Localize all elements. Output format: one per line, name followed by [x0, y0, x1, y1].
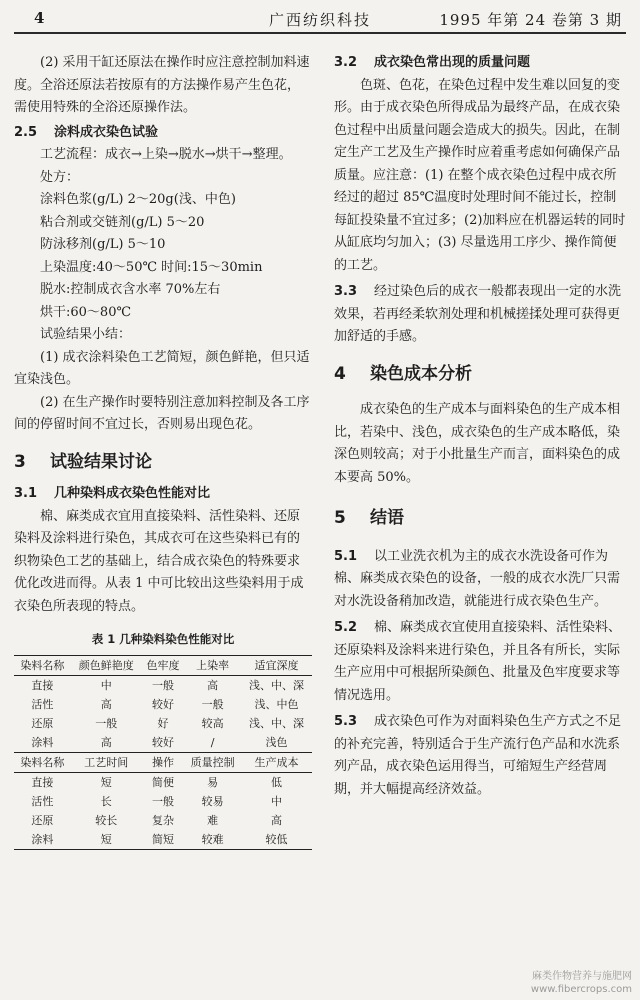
section-number: 3.3: [334, 284, 358, 299]
summary-label: 试验结果小结：: [40, 327, 132, 342]
result-2: (2) 在生产操作时要特别注意加料控制及各工序间的停留时间不宜过长，否则易出现色花。: [14, 394, 310, 432]
section-3-2-heading: [334, 52, 626, 75]
table-cell: 复杂: [151, 813, 174, 827]
paragraph-3-3-block: [334, 281, 626, 349]
column-header: 生产成本: [241, 752, 312, 772]
table-cell: 浅、中、深: [249, 716, 304, 730]
section-number: 3.2: [334, 55, 358, 70]
section-number: 4: [334, 363, 346, 384]
recipe-line: 防泳移剂(g/L) 5～10: [40, 237, 166, 252]
column-header: 质量控制: [184, 752, 241, 772]
section-number: 5.2: [334, 620, 358, 635]
right-column: [334, 34, 626, 801]
table-row: [14, 714, 312, 733]
table-cell: 较长: [95, 813, 118, 827]
table-cell: 难: [207, 813, 219, 827]
column-header: 颜色鲜艳度: [71, 655, 142, 675]
process-flow: 工艺流程：成衣→上染→脱水→烘干→整理。: [40, 147, 292, 162]
column-header: 染料名称: [14, 752, 71, 772]
paragraph-5-2-block: [334, 617, 626, 707]
table-cell: 短: [100, 775, 112, 789]
table-cell: 还原: [31, 813, 54, 827]
section-number: 5.3: [334, 714, 358, 729]
table-cell: 高: [100, 735, 112, 749]
table-cell: 高: [207, 678, 219, 692]
watermark-url: www.fibercrops.com: [530, 984, 632, 995]
table-cell: 活性: [31, 794, 54, 808]
column-header: 工艺时间: [71, 752, 142, 772]
table-cell: 浅、中色: [254, 697, 299, 711]
table-cell: 还原: [31, 716, 54, 730]
table-cell: 较好: [151, 735, 174, 749]
section-title: 涂料成衣染色试验: [54, 124, 159, 140]
recipe-line: 烘干:60～80℃: [40, 304, 132, 320]
recipe-label: 处方：: [40, 169, 80, 185]
table-cell: 涂料: [14, 830, 71, 850]
paragraph-5-1: 以工业洗衣机为主的成衣水洗设备可作为棉、麻类成衣染色的设备，一般的成衣水洗厂只需对水洗设备稍加改造，就能进行成衣染色生产。: [334, 548, 621, 609]
table-cell: 高: [100, 697, 112, 711]
column-header: 染料名称: [14, 655, 71, 675]
paragraph-3-1: 棉、麻类成衣宜用直接染料、活性染料、还原染料及涂料进行染色，其成衣可在这些染料已有的织物染色工艺的基础上，结合成衣染色的特殊要求优化改进而得。从表 1 中可比较出这些染料用于成衣染色所表现的特点。: [14, 508, 304, 614]
left-column: [14, 34, 312, 850]
recipe-line: 涂料色浆(g/L) 2～20g(浅、中色): [40, 192, 236, 207]
column-header: 上染率: [184, 655, 241, 675]
table-cell: 一般: [151, 794, 174, 808]
column-header: 操作: [142, 752, 185, 772]
table-cell: 中: [100, 678, 112, 692]
recipe-line: 粘合剂或交链剂(g/L) 5～20: [40, 214, 205, 230]
watermark: [531, 970, 632, 996]
section-2-5-heading: [14, 122, 312, 145]
table-cell: 短: [71, 830, 142, 850]
table-header-row: [14, 752, 312, 772]
paragraph-5-2: 棉、麻类成衣宜使用直接染料、活性染料、还原染料及涂料来进行染色，并且各有所长，实际生产应用中可根据所染颜色、批量及色牢度要求等情况选用。: [334, 620, 622, 703]
table-cell: 较高: [201, 716, 224, 730]
table-cell: 一般: [95, 716, 118, 730]
recipe-line: 脱水:控制成衣含水率 70%左右: [40, 282, 221, 297]
table-row: [14, 675, 312, 695]
table-row: [14, 695, 312, 714]
page-number: 4: [34, 9, 45, 27]
section-title: 结语: [370, 508, 404, 528]
section-number: 3.1: [14, 486, 38, 501]
journal-title: 广西纺织科技: [268, 11, 371, 29]
section-title: 试验结果讨论: [50, 451, 152, 472]
paragraph-3-3: 经过染色后的成衣一般都表现出一定的水洗效果，若再经柔软剂处理和机械搓揉处理可获得更加舒适的手感。: [334, 284, 622, 344]
table-row: [14, 830, 312, 850]
recipe-line: 上染温度:40～50℃ 时间:15～30min: [40, 259, 263, 275]
table-cell: 较低: [241, 830, 312, 850]
table-cell: 较易: [201, 794, 224, 808]
issue-info: 1995 年第 24 卷第 3 期: [439, 11, 622, 29]
section-number: 5: [334, 508, 346, 528]
dye-performance-table-part-1: [14, 655, 312, 850]
result-1: (1) 成衣涂料染色工艺简短，颜色鲜艳，但只适宜染浅色。: [14, 349, 310, 387]
table-cell: 浅、中、深: [249, 678, 304, 692]
table-cell: 直接: [31, 678, 54, 692]
paragraph-5-3-block: [334, 711, 626, 801]
table-row: [14, 792, 312, 811]
table-cell: 中: [271, 794, 282, 808]
column-header: 色牢度: [142, 655, 185, 675]
paragraph-5-3: 成衣染色可作为对面料染色生产方式之不足的补充完善，特别适合于生产流行色产品和水洗系列产品，成衣染色运用得当，可缩短生产经营周期，并大幅提高经济效益。: [334, 714, 622, 797]
paragraph-2-4-item-2: (2) 采用干缸还原法在操作时应注意控制加料速度。全浴还原法若按原有的方法操作易产生色花，需使用特殊的全浴还原操作法。: [14, 55, 310, 115]
table-cell: 低: [271, 775, 282, 789]
watermark-site-name: 麻类作物营养与施肥网: [532, 971, 632, 982]
table-cell: 直接: [31, 775, 54, 789]
table-cell: 简短: [142, 830, 185, 850]
table-row: [14, 733, 312, 753]
table-cell: 简便: [151, 775, 174, 789]
table-row: [14, 772, 312, 792]
paragraph-3-2: 色斑、色花，在染色过程中发生难以回复的变形。由于成衣染色所得成品为最终产品，在成衣染色过程中出质量问题会造成大的损失。因此，在制定生产工艺及生产操作时应着重考虑如何确保产品质量。应注意：(1) 在整个成衣染色过程中成衣所经过的超过 85℃温度时处理时间不能过长，控制每缸投染量不宜过多；(2)加料应在机器运转的同时从缸底均匀加入；(3) 尽量选用工序少、操作简便的工艺。: [334, 77, 626, 273]
section-number: 3: [14, 451, 26, 472]
column-header: 适宜深度: [241, 655, 312, 675]
section-title: 成衣染色常出现的质量问题: [374, 55, 531, 70]
running-header: [14, 6, 626, 34]
table-cell: 较好: [151, 697, 174, 711]
section-number: 2.5: [14, 124, 38, 140]
table-cell: /: [210, 735, 215, 749]
paragraph-5-1-block: [334, 546, 626, 614]
section-number: 5.1: [334, 548, 358, 564]
table-cell: 一般: [151, 678, 174, 692]
table-cell: 好: [157, 716, 169, 730]
table-cell: 长: [100, 794, 112, 808]
table-cell: 活性: [31, 697, 54, 711]
table-cell: 易: [207, 775, 219, 789]
section-3-1-heading: [14, 483, 312, 506]
table-header-row: [14, 655, 312, 675]
section-title: 染色成本分析: [370, 363, 472, 384]
table-row: [14, 811, 312, 830]
table-cell: 一般: [201, 697, 224, 711]
section-5-heading: [334, 507, 626, 530]
table-cell: 高: [271, 813, 282, 827]
table-cell: 涂料: [31, 735, 54, 749]
section-title: 几种染料成衣染色性能对比: [54, 486, 211, 501]
section-3-heading: [14, 451, 312, 474]
table-caption: 表 1 几种染料染色性能对比: [91, 632, 235, 646]
paragraph-4: 成衣染色的生产成本与面料染色的生产成本相比，若染中、浅色，成衣染色的生产成本略低，染深色则较高；对于小批量生产而言，面料染色的成本要高 50%。: [334, 402, 621, 485]
table-cell: 较难: [184, 830, 241, 850]
table-cell: 浅色: [265, 735, 288, 749]
section-4-heading: [334, 363, 626, 386]
